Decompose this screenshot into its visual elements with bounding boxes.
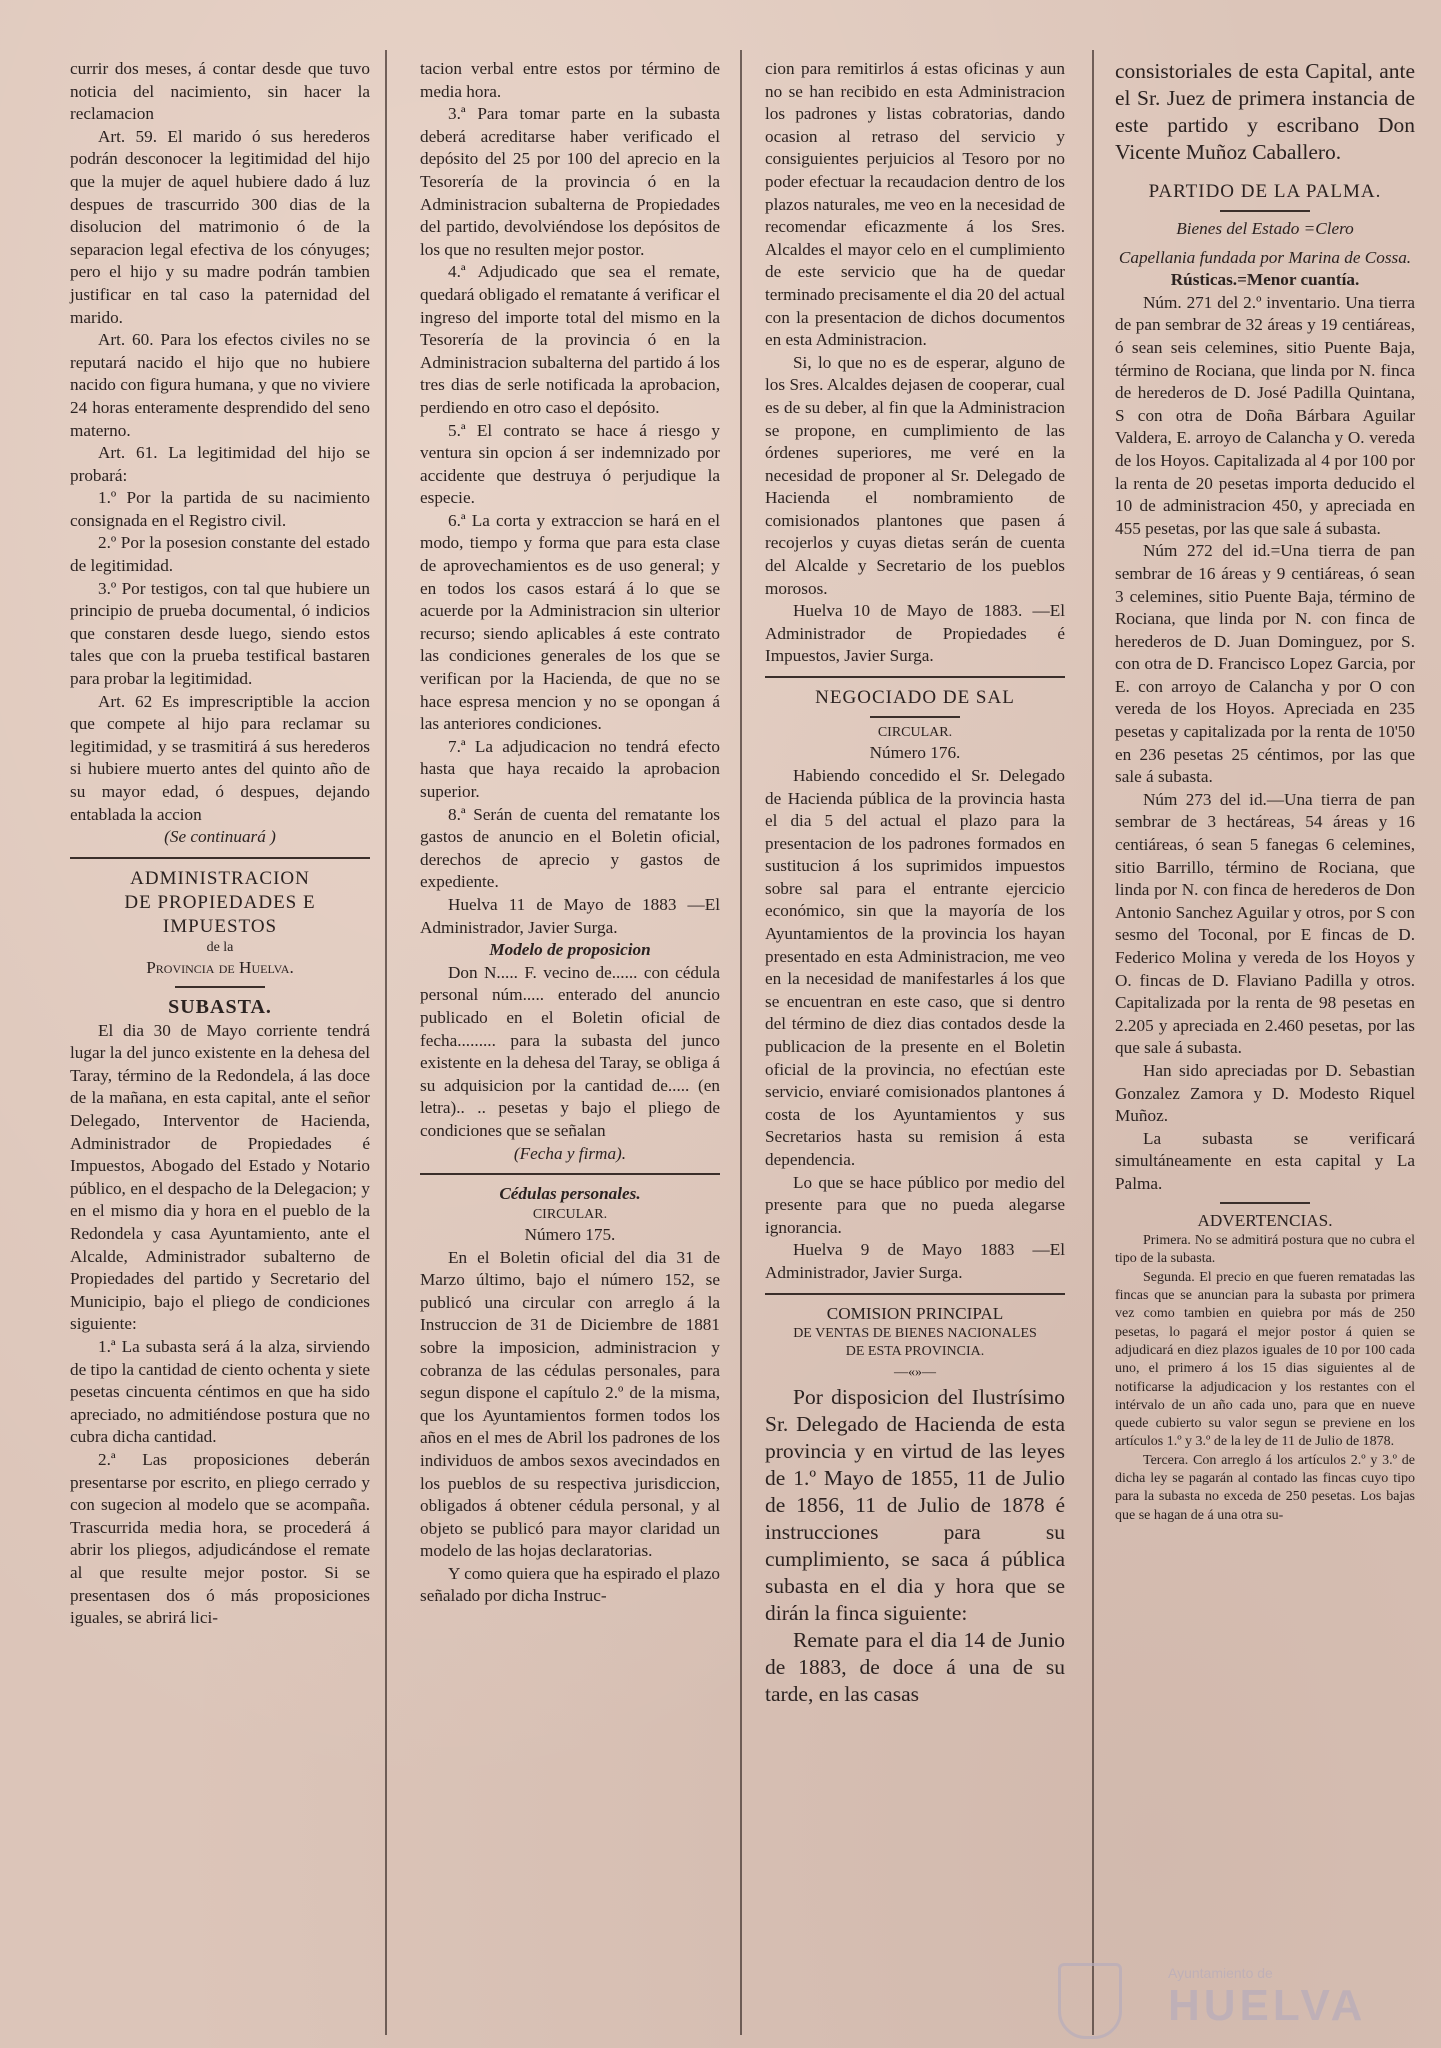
paragraph: 8.ª Serán de cuenta del rematante los gastos de anuncio en el Boletin oficial, derechos de aprecio y gastos de expediente. bbox=[420, 804, 720, 892]
circular-number: Número 176. bbox=[869, 743, 961, 763]
lot-273: Núm 273 del id.—Una tierra de pan sembrar de 3 hectáreas, 54 áreas y 16 centiáreas, ó sean 5 fanegas 6 celemines, sitio Barrillo, término de Rociana, que linda por N. con finca de herederos de Don Antonio Sanchez Aguilar y otros, por S con sesmo del Toconal, por E fincas de D. Federico Molina y vereda de los Hoyos y O. fincas de D. Flaviano Padilla y otros. Capitalizada por la renta de 98 pesetas en 2.205 y apreciada en 2.460 pesetas, por las que sale á subasta. bbox=[1115, 789, 1415, 1058]
paragraph: consistoriales de esta Capital, ante el Sr. Juez de primera instancia de este partido y escribano Don Vicente Muñoz Caballero. bbox=[1115, 59, 1415, 164]
lot-272: Núm 272 del id.=Una tierra de pan sembrar de 16 áreas y 9 centiáreas, ó sean 3 celemines, sitio Puente Baja, término de Rociana, que linda por N. con finca de herederos de D. Juan Dominguez, por S. con otra de D. Francisco Lopez Garcia, por E. con arroyo de Calancha y por O con vereda de los Hoyos. Apreciada en 235 pesetas y capitalizada por la renta de 10'50 en 236 pesetas 25 céntimos, por las que sale á subasta. bbox=[1115, 541, 1415, 787]
date-signature-note: (Fecha y firma). bbox=[513, 1143, 627, 1163]
paragraph: 5.ª El contrato se hace á riesgo y ventura sin opcion á ser indemnizado por accidente que destruya ó perjudique la especie. bbox=[420, 420, 720, 508]
circular-number: Número 175. bbox=[524, 1224, 616, 1244]
model-title: Modelo de proposicion bbox=[489, 940, 651, 960]
shield-icon bbox=[1058, 1963, 1122, 2039]
paragraph: 4.ª Adjudicado que sea el remate, quedará obligado el rematante á verificar el ingreso del importe total del mismo en la Tesorería de la provincia ó en la Administracion subalterna del partido á los tres dias de serle notificada la aprobacion, perdiendo en otro caso el depósito. bbox=[420, 262, 720, 417]
section-divider bbox=[420, 1173, 720, 1175]
separator-mark: —«»— bbox=[894, 1364, 936, 1380]
advertencias-title: ADVERTENCIAS. bbox=[1197, 1210, 1333, 1230]
paragraph: cion para remitirlos á estas oficinas y aun no se han recibido en esta Administracion los padrones y listas cobratorias, dando ocasion al retraso del servicio y consiguientes perjuicios al Tesoro por no poder efectuar la recaudacion dentro de los plazos naturales, me veo en la necesidad de recomendar eficazmente á los Sres. Alcaldes el mayor celo en el cumplimiento de este servicio que ha de quedar terminado precisamente el dia 20 del actual con la presentacion de dichos documentos en esta Administracion. bbox=[765, 59, 1065, 350]
sal-title: NEGOCIADO DE SAL bbox=[815, 687, 1015, 709]
signature-line: Huelva 11 de Mayo de 1883 —El Administrador, Javier Surga. bbox=[420, 894, 720, 937]
advertencia: Segunda. El precio en que fueren rematadas las fincas que se anuncian para la subasta por primera vez como tambien en quiebra por más de 250 pesetas, lo pagará el mejor postor á quien se adjudicará en diez plazos iguales de 10 por 100 cada uno, el primero á los 15 dias siguientes al de notificarse la adjudicacion y los restantes con el intérvalo de un año cada uno, para que en nueve quede cubierto su valor segun se previene en los artículos 1.º y 3.º de la ley de 11 de Julio de 1878. bbox=[1115, 1269, 1415, 1450]
paragraph: Y como quiera que ha espirado el plazo señalado por dicha Instruc- bbox=[420, 1563, 720, 1606]
short-divider bbox=[175, 986, 265, 988]
paragraph: 1.ª La subasta será á la alza, sirviendo de tipo la cantidad de ciento ochenta y siete pesetas cincuenta céntimos en que ha sido apreciado, no admitiéndose postura que no cubra dicha cantidad. bbox=[70, 1336, 370, 1447]
short-divider bbox=[1220, 1202, 1310, 1204]
advertencia: Primera. No se admitirá postura que no cubra el tipo de la subasta. bbox=[1115, 1233, 1415, 1267]
column-rule bbox=[1092, 50, 1094, 2035]
paragraph: 1.º Por la partida de su nacimiento consignada en el Registro civil. bbox=[70, 488, 370, 530]
paragraph: Han sido apreciadas por D. Sebastian Gonzalez Zamora y D. Modesto Riquel Muñoz. bbox=[1115, 1060, 1415, 1126]
paragraph: 7.ª La adjudicacion no tendrá efecto hasta que haya recaido la aprobacion superior. bbox=[420, 736, 720, 801]
capellania-subtitle: Capellania fundada por Marina de Cossa. bbox=[1118, 247, 1412, 267]
comision-title: COMISION PRINCIPAL bbox=[826, 1303, 1004, 1323]
partido-title: PARTIDO DE LA PALMA. bbox=[1148, 181, 1382, 202]
paragraph: currir dos meses, á contar desde que tuvo noticia del nacimiento, sin hacer la reclamacion bbox=[70, 59, 370, 124]
paragraph: El dia 30 de Mayo corriente tendrá lugar la del junco existente en la dehesa del Taray, término de la Redondela, á las doce de la mañana, en esta capital, ante el señor Delegado, Interventor de Hacienda, Administrador de Propiedades é Impuestos, Abogado del Estado y Notario público, en el despacho de la Delegacion; y en el mismo dia y hora en el pueblo de la Redondela y casa Ayuntamiento, ante el Alcalde, Administrador subalterno de Propiedades del partido y Secretario del Municipio, bajo el pliego de condiciones siguiente: bbox=[70, 1020, 370, 1334]
watermark-line: HUELVA bbox=[1168, 1981, 1367, 2030]
paragraph: 6.ª La corta y extraccion se hará en el modo, tiempo y forma que para esta clase de aprovechamientos es de uso general; y en todos los casos estará á lo que se acuerde por la Administracion sin ulterior recurso; siendo aplicables á este contrato las condiciones generales de los que se verifican por la Hacienda, de que no se hace espresa mencion y no se opongan á las anteriores condiciones. bbox=[420, 510, 720, 734]
article-61: Art. 61. La legitimidad del hijo se probará: bbox=[70, 443, 370, 485]
section-divider bbox=[765, 676, 1065, 678]
rusticas-subtitle: Rústicas.=Menor cuantía. bbox=[1170, 270, 1360, 290]
paragraph: En el Boletin oficial del dia 31 de Marzo último, bajo el número 152, se publicó una circular con arreglo á la Instruccion de 31 de Diciembre de 1881 sobre la imposicion, administracion y cobranza de las cédulas personales, para segun dispone el capítulo 2.º de la misma, que los Ayuntamientos formen todos los años en el mes de Abril los padrones de los individuos de ambos sexos avecindados en los pueblos de su respectiva jurisdiccion, obligados á obtener cédula personal, y al objeto se publicó para mayor claridad un modelo de las hojas declaratorias. bbox=[420, 1247, 720, 1561]
bienes-subtitle: Bienes del Estado =Clero bbox=[1176, 219, 1354, 238]
short-divider bbox=[1220, 210, 1310, 212]
paragraph: 2.ª Las proposiciones deberán presentarse por escrito, en pliego cerrado y con sugecion al modelo que se acompaña. Trascurrida media hora, se procederá á abrir los pliegos, adjudicándose el remate al que resulte mejor postor. Si se presentasen dos ó más proposiciones iguales, se abrirá lici- bbox=[70, 1449, 370, 1628]
paragraph: 2.º Por la posesion constante del estado de legitimidad. bbox=[70, 533, 370, 576]
paragraph: Remate para el dia 14 de Junio de 1883, de doce á una de su tarde, en las casas bbox=[765, 1628, 1065, 1707]
cedulas-title: Cédulas personales. bbox=[499, 1184, 641, 1204]
column-3 bbox=[765, 58, 1065, 1708]
column-rule bbox=[385, 50, 387, 2035]
continued-note: (Se continuará ) bbox=[164, 827, 276, 847]
paragraph: Lo que se hace público por medio del presente para que no pueda alegarse ignorancia. bbox=[765, 1172, 1065, 1237]
column-4 bbox=[1115, 58, 1415, 1525]
article-60: Art. 60. Para los efectos civiles no se reputará nacido el hijo que no hubiere nacido con figura humana, y que no viviere 24 horas enteramente desprendido del seno materno. bbox=[70, 330, 370, 440]
paragraph: Don N..... F. vecino de...... con cédula personal núm..... enterado del anuncio publicado en el Boletin oficial de fecha......... para la subasta del junco existente en la dehesa del Taray, se obliga á su adquisicion por la cantidad de..... (en letra).. .. pesetas y bajo el pliego de condiciones que se señalan bbox=[420, 962, 720, 1140]
column-rule bbox=[740, 50, 742, 2035]
comision-title: DE VENTAS DE BIENES NACIONALES bbox=[793, 1326, 1037, 1342]
subasta-title: SUBASTA. bbox=[168, 995, 272, 1018]
short-divider bbox=[870, 716, 960, 718]
paragraph: Habiendo concedido el Sr. Delegado de Hacienda pública de la provincia hasta el dia 5 del actual el plazo para la presentacion de los padrones formados en sustitucion á los suprimidos impuestos sobre sal para el entrante ejercicio económico, sin que la mayoría de los Ayuntamientos de la provincia los hayan presentado en esta Administracion, me veo en la necesidad de manifestarles á los que se encuentran en este caso, que si dentro del término de diez dias contados desde la publicacion de la presente en el Boletin oficial de la provincia, no efectúan este servicio, enviaré comisionados plantones á costa de los Ayuntamientos y sus Secretarios hasta su remision á esta dependencia. bbox=[765, 765, 1065, 1170]
section-title: de la bbox=[206, 939, 234, 955]
paragraph: 3.ª Para tomar parte en la subasta deberá acreditarse haber verificado el depósito del 25 por 100 del aprecio en la Tesorería de la provincia ó en la Administracion subalterna de Propiedades del partido, devolviéndose los depósitos de los que no resulten mejor postor. bbox=[420, 104, 720, 259]
circular-label: CIRCULAR. bbox=[532, 1206, 608, 1222]
signature-line: Huelva 10 de Mayo de 1883. —El Administrador de Propiedades é Impuestos, Javier Surga. bbox=[765, 601, 1065, 666]
archive-watermark bbox=[1058, 1955, 1438, 2045]
section-divider bbox=[70, 857, 370, 859]
circular-label: CIRCULAR. bbox=[877, 725, 953, 741]
watermark-line: Ayuntamiento de bbox=[1168, 1965, 1273, 1981]
column-2 bbox=[420, 58, 720, 1608]
paragraph: 3.º Por testigos, con tal que hubiere un principio de prueba documental, ó indicios que constaren desde luego, siendo estos tales que con la prueba testifical bastaren para probar la legitimidad. bbox=[70, 578, 370, 689]
section-title: Provincia de Huelva. bbox=[146, 958, 294, 978]
section-title: ADMINISTRACION bbox=[130, 867, 310, 889]
advertencia: Tercera. Con arreglo á los artículos 2.º y 3.º de dicha ley se pagarán al contado las fincas cuyo tipo para la subasta no exceda de 250 pesetas. Los bajas que se hagan de á una otra su- bbox=[1115, 1452, 1415, 1523]
paragraph: La subasta se verificará simultáneamente en esta capital y La Palma. bbox=[1115, 1128, 1415, 1193]
comision-title: DE ESTA PROVINCIA. bbox=[845, 1344, 985, 1360]
signature-line: Huelva 9 de Mayo 1883 —El Administrador, Javier Surga. bbox=[765, 1240, 1065, 1282]
article-62: Art. 62 Es imprescriptible la accion que compete al hijo para reclamar su legitimidad, y se trasmitirá á sus herederos si hubiere muerto antes del quinto año de su mayor edad, ó despues, dejando entablada la accion bbox=[70, 691, 370, 824]
section-divider bbox=[765, 1293, 1065, 1295]
column-1 bbox=[70, 58, 370, 1630]
paragraph: Por disposicion del Ilustrísimo Sr. Delegado de Hacienda de esta provincia y en virtud de las leyes de 1.º Mayo de 1855, 11 de Julio de 1856, 11 de Julio de 1878 é instrucciones para su cumplimiento, se saca á pública subasta en el dia y hora que se dirán la finca siguiente: bbox=[765, 1385, 1065, 1626]
section-title: DE PROPIEDADES E IMPUESTOS bbox=[124, 891, 316, 937]
article-59: Art. 59. El marido ó sus herederos podrán desconocer la legitimidad del hijo que la mujer de aquel hubiere dado á luz despues de trascurrido 300 dias de la disolucion del matrimonio ó de la separacion legal efectiva de los cónyuges; pero el hijo y su madre podrán tambien justificar en tal caso la paternidad del marido. bbox=[70, 126, 370, 327]
lot-271: Núm. 271 del 2.º inventario. Una tierra de pan sembrar de 32 áreas y 19 centiáreas, ó sean seis celemines, sitio Puente Baja, término de Rociana, que linda por N. finca de herederos de D. José Padilla Quintana, S con otra de Doña Bárbara Aguilar Valdera, E. arroyo de Calancha y O. vereda de los Hoyos. Capitalizada al 4 por 100 por la renta de 20 pesetas importa deducido el 10 de administracion 450, y apreciada en 455 pesetas, por las que sale á subasta. bbox=[1115, 292, 1415, 538]
paragraph: Si, lo que no es de esperar, alguno de los Sres. Alcaldes dejasen de cooperar, cual es de su deber, al fin que la Administracion se propone, en cumplimiento de las órdenes superiores, me veré en la necesidad de proponer al Sr. Delegado de Hacienda el nombramiento de comisionados plantones que pasen á recojerlos y cuyas dietas serán de cuenta del Alcalde y Secretario de los pueblos morosos. bbox=[765, 352, 1065, 598]
paragraph: tacion verbal entre estos por término de media hora. bbox=[420, 59, 720, 101]
